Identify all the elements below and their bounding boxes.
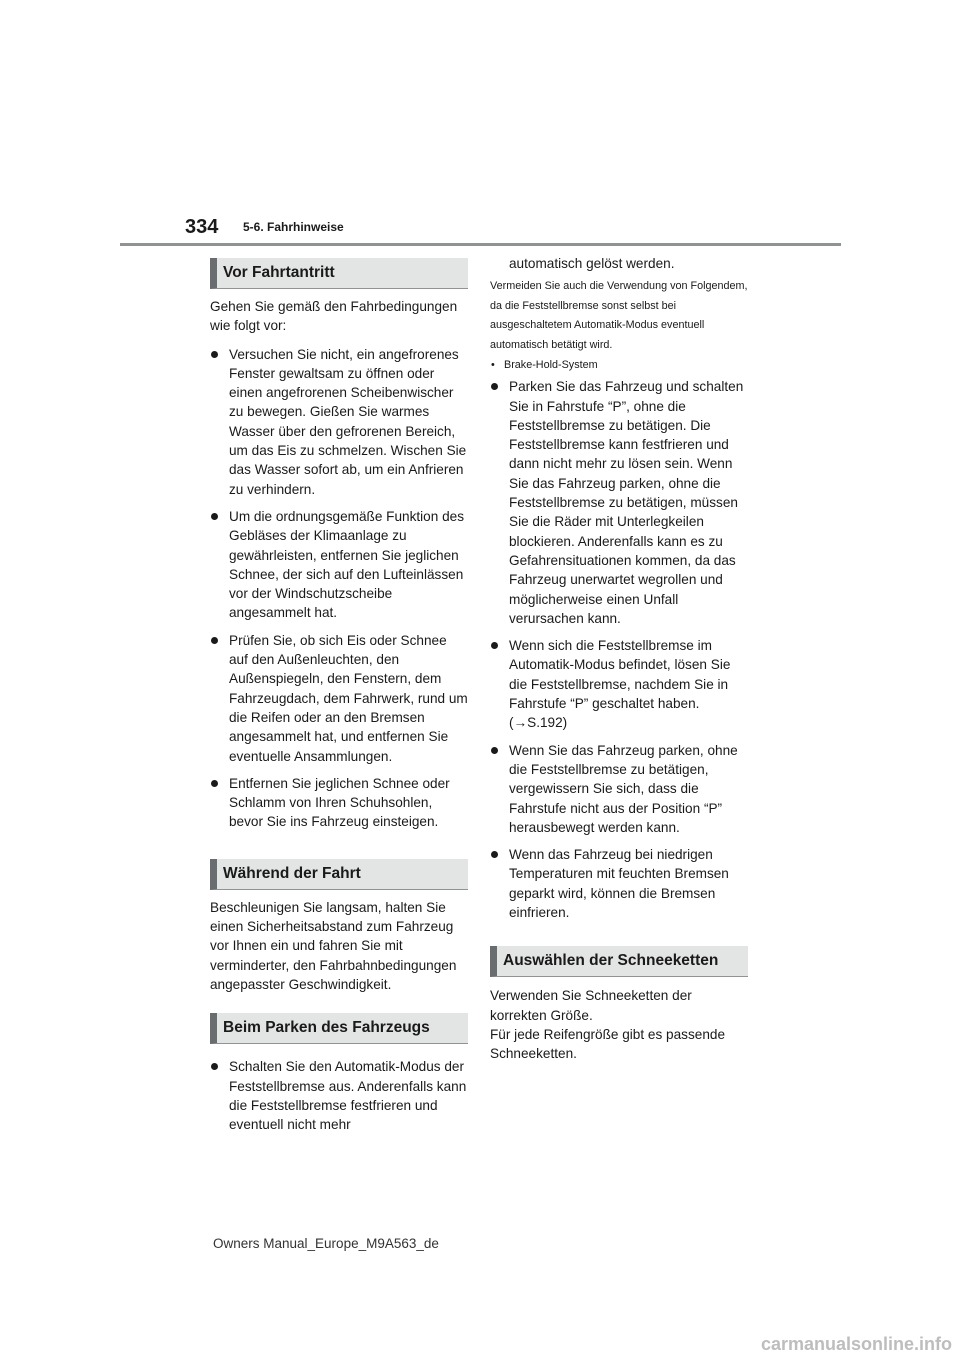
section-paragraph: Verwenden Sie Schneeketten der korrekten Größe. — [490, 988, 692, 1023]
bullet-icon — [491, 383, 498, 390]
list-item: Schalten Sie den Automatik-Modus der Feststellbremse aus. Anderenfalls kann die Feststellbremse festfrieren und eventuell nicht mehr — [210, 1057, 468, 1134]
bullet-icon — [491, 851, 498, 858]
page-number: 334 — [185, 216, 219, 238]
bullet-icon — [491, 747, 498, 754]
bullet-icon — [211, 513, 218, 520]
continued-text: automatisch gelöst werden. — [509, 256, 675, 271]
list-item: Wenn das Fahrzeug bei niedrigen Temperaturen mit feuchten Bremsen geparkt wird, können die Bremsen einfrieren. — [490, 845, 748, 922]
note-text: Vermeiden Sie auch die Verwendung von Folgendem, da die Feststellbremse sonst selbst bei ausgeschaltetem Automatik-Modus eventuell automatisch betätigt wird. — [490, 280, 748, 351]
list-item: Wenn sich die Feststellbremse im Automatik-Modus befindet, lösen Sie die Feststellbremse, nachdem Sie in Fahrstufe “P” geschaltet haben. (→S.192) — [490, 636, 748, 732]
bullet-icon — [211, 637, 218, 644]
section-heading-beim-parken: Beim Parken des Fahrzeugs — [210, 1013, 468, 1044]
list-item: Entfernen Sie jeglichen Schnee oder Schlamm von Ihren Schuhsohlen, bevor Sie ins Fahrzeug einsteigen. — [210, 774, 468, 832]
header-rule — [120, 243, 841, 246]
bullet-list — [490, 377, 748, 922]
bullet-icon — [211, 351, 218, 358]
list-item: Prüfen Sie, ob sich Eis oder Schnee auf den Außenleuchten, den Außenspiegeln, den Fenstern, dem Fahrzeugdach, dem Fahrwerk, rund um die Reifen oder an den Bremsen angesammelt hat, und entfernen Sie eventuelle Ansammlungen. — [210, 631, 468, 766]
section-intro: Gehen Sie gemäß den Fahrbedingungen wie folgt vor: — [210, 299, 458, 334]
watermark: carmanualsonline.info — [760, 1334, 952, 1354]
bullet-list — [210, 345, 468, 832]
bullet-icon — [491, 642, 498, 649]
section-heading-schneeketten: Auswählen der Schneeketten — [490, 946, 748, 977]
section-paragraph: Für jede Reifengröße gibt es passende Schneeketten. — [490, 1026, 726, 1062]
bullet-icon — [211, 780, 218, 787]
list-item: Parken Sie das Fahrzeug und schalten Sie in Fahrstufe “P”, ohne die Feststellbremse zu betätigen. Die Feststellbremse kann festfrieren und dann nicht mehr zu lösen sein. Wenn Sie das Fahrzeug parken, ohne die Feststellbremse zu betätigen, müssen Sie die Räder mit Unterlegkeilen blockieren. Anderenfalls kann es zu Gefahrensituationen kommen, da das Fahrzeug unerwartet wegrollen und möglicherweise einen Unfall verursachen kann. — [490, 377, 748, 628]
bullet-icon — [211, 1063, 218, 1070]
section-paragraph: Beschleunigen Sie langsam, halten Sie einen Sicherheitsabstand zum Fahrzeug vor Ihnen ein und fahren Sie mit verminderter, den Fahrbahnbedingungen angepasster Geschwindigkeit. — [210, 899, 457, 992]
list-item: Wenn Sie das Fahrzeug parken, ohne die Feststellbremse zu betätigen, vergewissern Sie sich, dass die Fahrstufe nicht aus der Position “P” herausbewegt werden kann. — [490, 741, 748, 837]
bullet-list — [210, 1057, 468, 1134]
bullet-icon: • — [491, 359, 495, 372]
section-heading-vor-fahrtantritt: Vor Fahrtantritt — [210, 258, 468, 289]
list-item: Um die ordnungsgemäße Funktion des Gebläses der Klimaanlage zu gewährleisten, entfernen Sie jeglichen Schnee, der sich auf den Lufteinlässen vor der Windschutzscheibe angesammelt hat. — [210, 507, 468, 623]
document-id: Owners Manual_Europe_M9A563_de — [213, 1236, 439, 1251]
right-column — [490, 254, 748, 1064]
chapter-title: 5-6. Fahrhinweise — [243, 220, 344, 234]
list-item: Versuchen Sie nicht, ein angefrorenes Fenster gewaltsam zu öffnen oder einen angefrorenen Scheibenwischer zu bewegen. Gießen Sie warmes Wasser über den gefrorenen Bereich, um das Eis zu schmelzen. Wischen Sie das Wasser sofort ab, um ein Anfrieren zu verhindern. — [210, 345, 468, 499]
section-heading-waehrend-der-fahrt: Während der Fahrt — [210, 859, 468, 890]
sub-list-item: • Brake-Hold-System — [490, 356, 748, 375]
left-column — [210, 258, 468, 1142]
